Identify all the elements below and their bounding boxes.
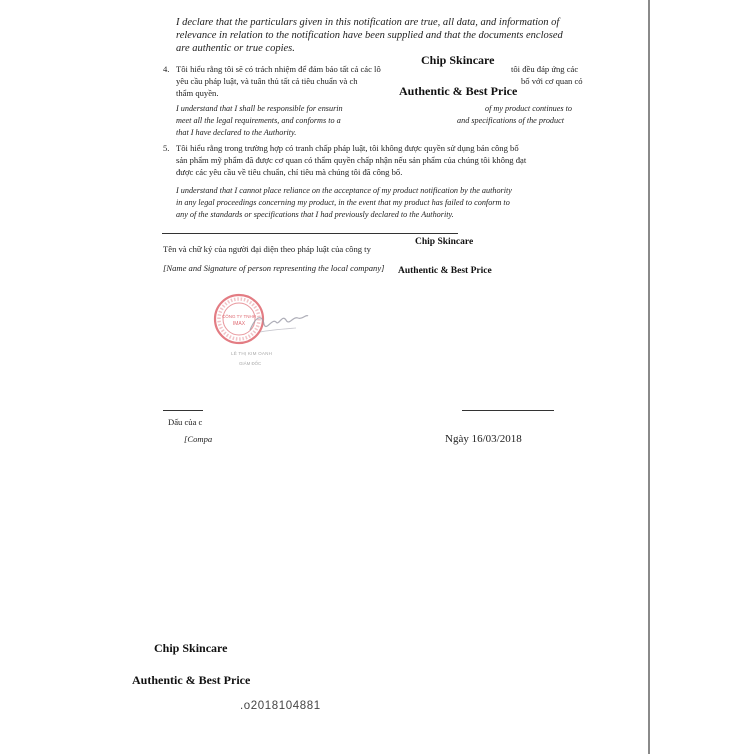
watermark-brand-1: Chip Skincare (421, 53, 495, 67)
item-5-en-line-3: any of the standards or specifications that I had previously declared to the Authority. (176, 210, 454, 219)
date-text: Ngày 16/03/2018 (445, 433, 522, 445)
item-4-number: 4. (163, 64, 170, 74)
item-4-vn-line-3: thẩm quyền. (176, 88, 219, 98)
document-code: .o2018104881 (240, 700, 321, 712)
watermark-tagline-3: Authentic & Best Price (132, 673, 251, 687)
watermark-brand-3: Chip Skincare (154, 641, 228, 655)
item-4-vn-line-1-end: tôi đều đáp ứng các (511, 64, 579, 74)
item-5-vn-line-1: Tôi hiểu rằng trong trường hợp có tranh chấp pháp luật, tôi không được quyền sử dụng bản công bố (176, 143, 519, 153)
seal-en-label: [Compa (184, 434, 213, 444)
seal-rule (163, 410, 203, 411)
stamp-center-text: CÔNG TY TNHH (221, 314, 257, 319)
declaration-line-1: I declare that the particulars given in this notification are true, all data, and information of (176, 17, 560, 28)
watermark-brand-2: Chip Skincare (415, 237, 474, 247)
watermark-tagline-2: Authentic & Best Price (398, 266, 492, 276)
item-4-vn-line-1: Tôi hiểu rằng tôi sẽ có trách nhiệm để đảm bảo tất cả các lô (176, 64, 381, 74)
item-4-vn-line-2: yêu cầu pháp luật, và tuân thủ tất cả tiêu chuẩn và ch (176, 76, 358, 86)
item-5-vn-line-2: sản phẩm mỹ phẩm đã được cơ quan có thẩm quyền chấp nhận nếu sản phẩm của chúng tôi không đạt (176, 155, 527, 165)
declaration-line-3: are authentic or true copies. (176, 43, 295, 54)
signature-rule (162, 233, 458, 234)
stamp-signer-title: GIÁM ĐỐC (239, 361, 262, 366)
declaration-line-2: relevance in relation to the notification have been supplied and that the documents enclosed (176, 30, 563, 41)
item-4-en-line-2-end: and specifications of the product (457, 116, 565, 125)
item-4-en-line-3: that I have declared to the Authority. (176, 128, 297, 137)
item-5-en-line-1: I understand that I cannot place reliance on the acceptance of my product notification by the authority (176, 186, 512, 195)
item-5-en-line-2: in any legal proceedings concerning my product, in the event that my product has failed to conform to (176, 198, 510, 207)
handwritten-signature-icon (246, 308, 312, 338)
page-right-border (648, 0, 650, 754)
watermark-tagline-1: Authentic & Best Price (399, 84, 518, 98)
stamp-bottom-text: IMAX (232, 321, 246, 327)
stamp-signer-name: LÊ THỊ KIM OANH (231, 351, 273, 356)
seal-vn-label: Dấu của c (168, 417, 203, 427)
signature-vn-label: Tên và chữ ký của người đại diện theo pháp luật của công ty (163, 244, 371, 254)
signature-en-label: [Name and Signature of person representing the local company] (163, 263, 385, 273)
item-4-en-line-1: I understand that I shall be responsible for ensurin (176, 104, 343, 113)
item-4-en-line-2: meet all the legal requirements, and conforms to a (176, 116, 341, 125)
item-4-en-line-1-end: of my product continues to (485, 104, 573, 113)
item-4-vn-line-2-end: bố với cơ quan có (521, 76, 583, 86)
item-5-number: 5. (163, 143, 170, 153)
item-5-vn-line-3: được các yêu cầu về tiêu chuẩn, chỉ tiêu mà chúng tôi đã công bố. (176, 167, 403, 177)
date-rule (462, 410, 554, 411)
